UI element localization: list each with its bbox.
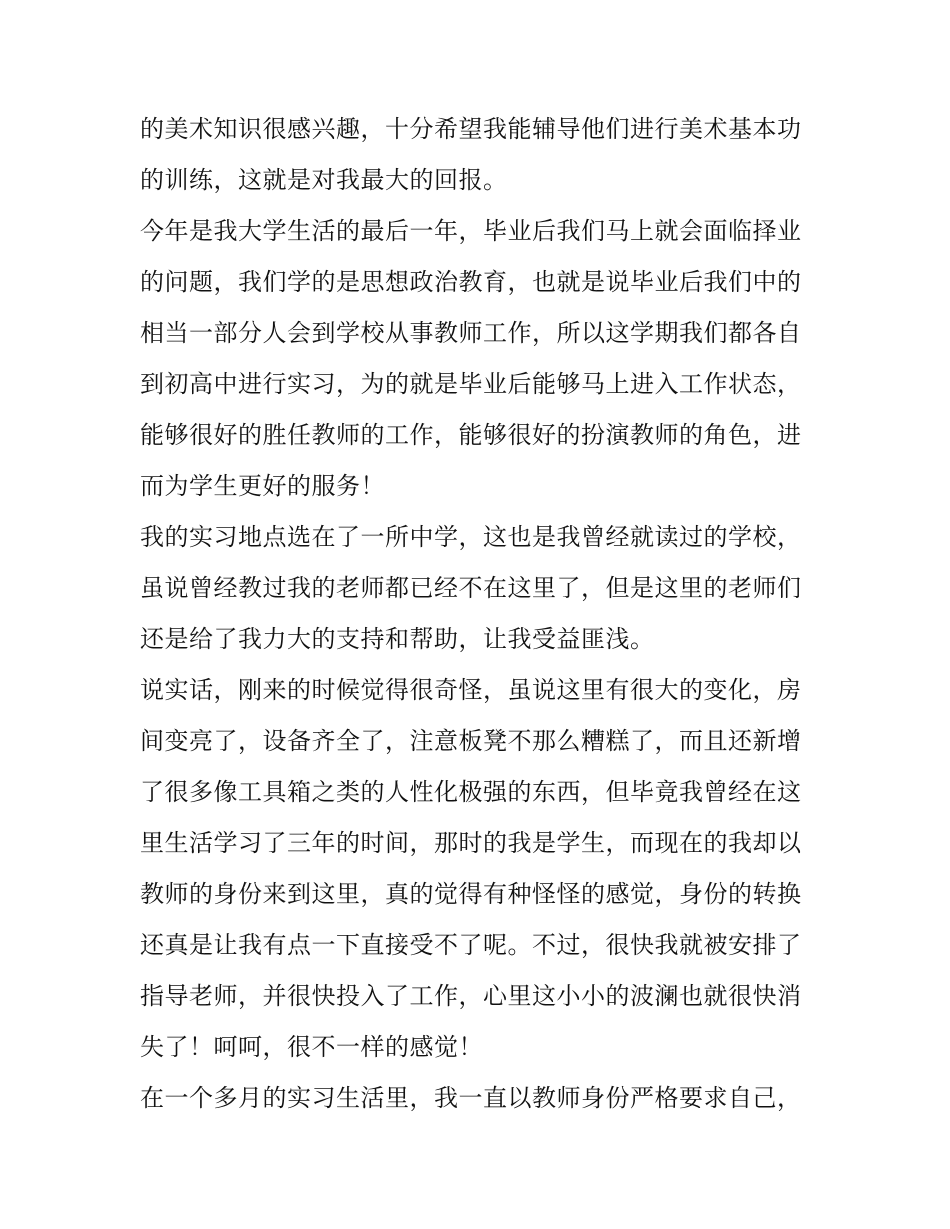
text-line: 教师的身份来到这里，真的觉得有种怪怪的感觉，身份的转换 xyxy=(140,880,802,908)
text-line: 里生活学习了三年的时间，那时的我是学生，而现在的我却以 xyxy=(140,829,802,857)
text-line: 的美术知识很感兴趣，十分希望我能辅导他们进行美术基本功 xyxy=(140,115,802,143)
text-line: 虽说曾经教过我的老师都已经不在这里了，但是这里的老师们 xyxy=(140,574,802,602)
text-line: 说实话，刚来的时候觉得很奇怪，虽说这里有很大的变化，房 xyxy=(140,676,802,704)
text-line: 还真是让我有点一下直接受不了呢。不过，很快我就被安排了 xyxy=(140,931,802,959)
text-line: 我的实习地点选在了一所中学，这也是我曾经就读过的学校， xyxy=(140,523,802,551)
text-line: 相当一部分人会到学校从事教师工作，所以这学期我们都各自 xyxy=(140,319,802,347)
text-line: 间变亮了，设备齐全了，注意板凳不那么糟糕了，而且还新增 xyxy=(140,727,802,755)
text-line: 的问题，我们学的是思想政治教育，也就是说毕业后我们中的 xyxy=(140,268,802,296)
text-line: 今年是我大学生活的最后一年，毕业后我们马上就会面临择业 xyxy=(140,217,802,245)
text-line: 失了！呵呵，很不一样的感觉！ xyxy=(140,1033,483,1061)
text-line: 而为学生更好的服务！ xyxy=(140,472,385,500)
text-line: 了很多像工具箱之类的人性化极强的东西，但毕竟我曾经在这 xyxy=(140,778,802,806)
text-line: 还是给了我力大的支持和帮助，让我受益匪浅。 xyxy=(140,625,655,653)
text-line: 到初高中进行实习，为的就是毕业后能够马上进入工作状态， xyxy=(140,370,802,398)
document-body xyxy=(140,104,820,1124)
text-line: 能够很好的胜任教师的工作，能够很好的扮演教师的角色，进 xyxy=(140,421,802,449)
text-line: 的训练，这就是对我最大的回报。 xyxy=(140,166,508,194)
text-line: 指导老师，并很快投入了工作，心里这小小的波澜也就很快消 xyxy=(140,982,802,1010)
text-line: 在一个多月的实习生活里，我一直以教师身份严格要求自己， xyxy=(140,1084,802,1112)
